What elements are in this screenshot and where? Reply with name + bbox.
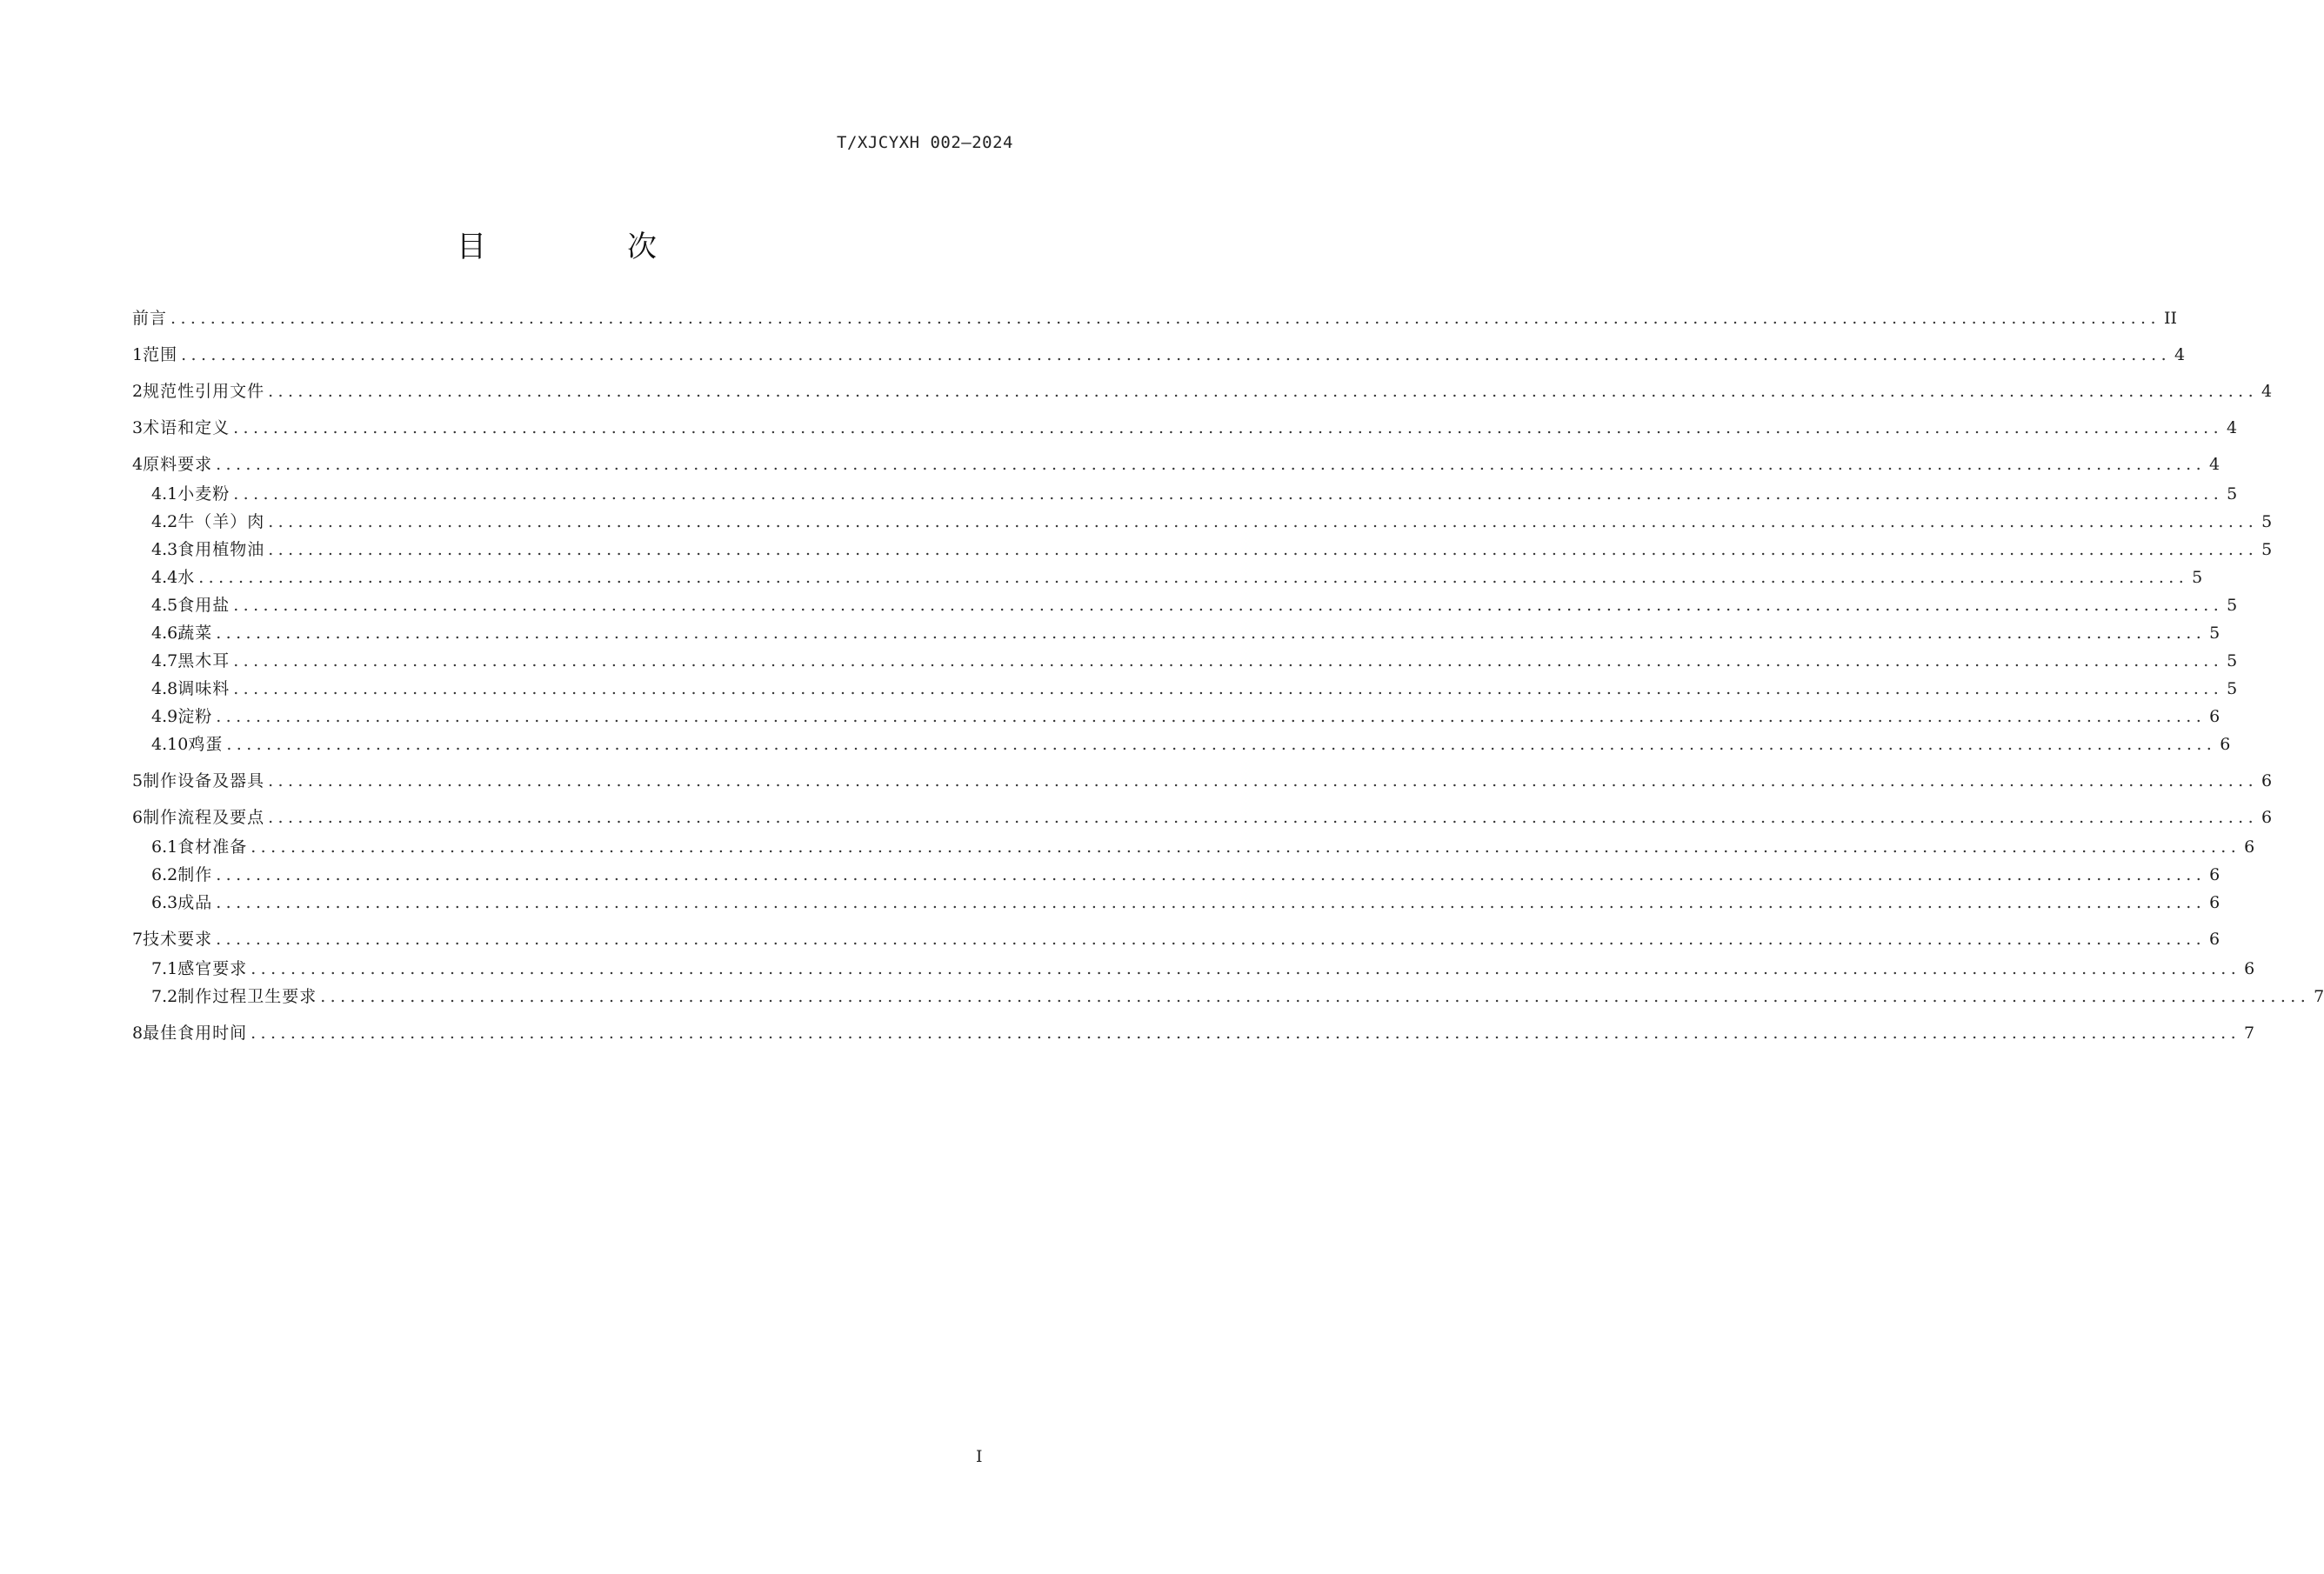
toc-entry[interactable]: [151, 890, 2220, 915]
toc-dot-leader: ........................................................................................................................................................................................................: [216, 865, 2207, 884]
toc-entry[interactable]: [132, 343, 2186, 367]
toc-entry[interactable]: [151, 732, 2231, 757]
toc-entry-label: 蔬菜: [177, 624, 213, 643]
toc-entry[interactable]: [132, 927, 2220, 951]
toc-entry-number: 4.4: [151, 568, 178, 587]
toc-entry-label: 规范性引用文件: [143, 382, 265, 401]
toc-entry-page: 6: [2209, 930, 2220, 949]
toc-entry-label: 制作流程及要点: [143, 808, 265, 827]
toc-entry[interactable]: [151, 704, 2220, 729]
toc-dot-leader: ........................................................................................................................................................................................................: [233, 484, 2224, 504]
toc-entry-label: 成品: [177, 893, 213, 912]
toc-dot-leader: ........................................................................................................................................................................................................: [320, 987, 2311, 1006]
toc-entry-page: 6: [2261, 808, 2273, 827]
toc-entry-page: 4: [2261, 382, 2273, 401]
toc-dot-leader: ........................................................................................................................................................................................................: [250, 1024, 2241, 1043]
toc-entry-label: 小麦粉: [177, 484, 230, 504]
toc-entry-number: 4.6: [151, 624, 178, 643]
toc-entry[interactable]: [151, 565, 2203, 590]
toc-entry-label: 食材准备: [177, 837, 248, 857]
toc-entry-page: 5: [2227, 484, 2238, 504]
toc-entry[interactable]: [132, 1021, 2255, 1045]
toc-dot-leader: ........................................................................................................................................................................................................: [170, 309, 2160, 328]
toc-entry-page: 6: [2209, 707, 2220, 726]
toc-dot-leader: ........................................................................................................................................................................................................: [250, 959, 2241, 978]
toc-entry-label: 感官要求: [177, 959, 248, 978]
toc-entry-label: 水: [177, 568, 196, 587]
toc-dot-leader: ........................................................................................................................................................................................................: [250, 837, 2241, 857]
toc-entry-page: 6: [2244, 837, 2255, 857]
toc-dot-leader: ........................................................................................................................................................................................................: [198, 568, 2189, 587]
toc-entry-page: 6: [2220, 735, 2231, 754]
toc-entry[interactable]: [151, 593, 2238, 617]
toc-entry-label: 制作设备及器具: [143, 771, 265, 790]
toc-entry-label: 最佳食用时间: [143, 1024, 248, 1043]
toc-entry-number: 2: [132, 382, 144, 401]
page-title: 目 次: [457, 230, 712, 264]
toc-entry-page: II: [2163, 309, 2177, 328]
toc-entry[interactable]: [151, 482, 2238, 506]
toc-dot-leader: ........................................................................................................................................................................................................: [216, 930, 2207, 949]
toc-entry-label: 食用盐: [177, 596, 230, 615]
toc-dot-leader: ........................................................................................................................................................................................................: [233, 418, 2224, 437]
toc-dot-leader: ........................................................................................................................................................................................................: [216, 707, 2207, 726]
toc-entry-page: 4: [2227, 418, 2238, 437]
toc-entry-number: 6.1: [151, 837, 178, 857]
toc-entry-number: 4.1: [151, 484, 178, 504]
toc-entry-number: 4: [132, 455, 144, 474]
toc-entry[interactable]: [151, 835, 2255, 859]
toc-entry-number: 3: [132, 418, 144, 437]
toc-dot-leader: ........................................................................................................................................................................................................: [268, 540, 2259, 559]
toc-entry-label: 食用植物油: [177, 540, 265, 559]
toc-dot-leader: ........................................................................................................................................................................................................: [216, 624, 2207, 643]
toc-dot-leader: ........................................................................................................................................................................................................: [268, 771, 2259, 790]
toc-entry-label: 范围: [143, 345, 178, 364]
toc-dot-leader: ........................................................................................................................................................................................................: [233, 651, 2224, 670]
toc-entry-page: 7: [2244, 1024, 2255, 1043]
toc-entry[interactable]: [151, 677, 2238, 701]
toc-entry[interactable]: [132, 769, 2273, 793]
toc-entry-number: 6.2: [151, 865, 178, 884]
toc-entry-number: 4.10: [151, 735, 189, 754]
toc-entry-label: 原料要求: [143, 455, 213, 474]
toc-entry-page: 6: [2261, 771, 2273, 790]
toc-entry[interactable]: [151, 984, 2324, 1009]
toc-entry[interactable]: [151, 537, 2273, 562]
toc-entry-number: 4.2: [151, 512, 178, 531]
toc-entry-label: 调味料: [177, 679, 230, 698]
toc-entry-page: 5: [2261, 540, 2273, 559]
toc-dot-leader: ........................................................................................................................................................................................................: [233, 679, 2224, 698]
toc-dot-leader: ........................................................................................................................................................................................................: [226, 735, 2217, 754]
toc-entry[interactable]: [151, 621, 2220, 645]
toc-dot-leader: ........................................................................................................................................................................................................: [233, 596, 2224, 615]
toc-entry-page: 4: [2209, 455, 2220, 474]
toc-dot-leader: ........................................................................................................................................................................................................: [216, 455, 2207, 474]
toc-entry-page: 5: [2192, 568, 2203, 587]
toc-entry-label: 鸡蛋: [188, 735, 224, 754]
toc-dot-leader: ........................................................................................................................................................................................................: [268, 512, 2259, 531]
toc-entry-page: 6: [2244, 959, 2255, 978]
toc-entry-number: 4.5: [151, 596, 178, 615]
toc-entry[interactable]: [151, 957, 2255, 981]
document-code: T/XJCYXH 002—2024: [837, 133, 1013, 152]
toc-entry-number: 4.7: [151, 651, 178, 670]
toc-entry-label: 术语和定义: [143, 418, 230, 437]
toc-entry-label: 制作: [177, 865, 213, 884]
toc-entry[interactable]: [132, 416, 2238, 440]
toc-entry-page: 6: [2209, 893, 2220, 912]
toc-entry-label: 牛（羊）肉: [177, 512, 265, 531]
toc-entry-page: 4: [2174, 345, 2186, 364]
toc-dot-leader: ........................................................................................................................................................................................................: [181, 345, 2172, 364]
toc-dot-leader: ........................................................................................................................................................................................................: [268, 382, 2259, 401]
toc-entry-page: 7: [2314, 987, 2324, 1006]
toc-entry-label: 制作过程卫生要求: [177, 987, 317, 1006]
toc-entry[interactable]: [132, 805, 2273, 830]
toc-entry-label: 前言: [132, 309, 168, 328]
toc-entry-number: 1: [132, 345, 144, 364]
toc-entry[interactable]: [151, 649, 2238, 673]
toc-entry[interactable]: [132, 452, 2220, 477]
toc-entry[interactable]: [132, 379, 2273, 404]
toc-entry-page: 5: [2227, 596, 2238, 615]
page-number: I: [976, 1447, 983, 1466]
toc-entry-number: 8: [132, 1024, 144, 1043]
toc-dot-leader: ........................................................................................................................................................................................................: [216, 893, 2207, 912]
toc-entry-number: 7.2: [151, 987, 178, 1006]
toc-entry-number: 7: [132, 930, 144, 949]
toc-entry-page: 6: [2209, 865, 2220, 884]
toc-entry-number: 6: [132, 808, 144, 827]
toc-entry-number: 4.9: [151, 707, 178, 726]
toc-entry-page: 5: [2209, 624, 2220, 643]
toc-entry-label: 淀粉: [177, 707, 213, 726]
toc-entry[interactable]: [151, 863, 2220, 887]
toc-entry-page: 5: [2261, 512, 2273, 531]
toc-dot-leader: ........................................................................................................................................................................................................: [268, 808, 2259, 827]
toc-entry-number: 6.3: [151, 893, 178, 912]
toc-entry-label: 黑木耳: [177, 651, 230, 670]
toc-entry-label: 技术要求: [143, 930, 213, 949]
toc-entry-page: 5: [2227, 651, 2238, 670]
toc-entry-number: 5: [132, 771, 144, 790]
toc-entry[interactable]: [151, 510, 2273, 534]
toc-entry-number: 4.8: [151, 679, 178, 698]
toc-entry[interactable]: [132, 306, 2177, 330]
toc-entry-number: 4.3: [151, 540, 178, 559]
toc-entry-number: 7.1: [151, 959, 178, 978]
toc-entry-page: 5: [2227, 679, 2238, 698]
